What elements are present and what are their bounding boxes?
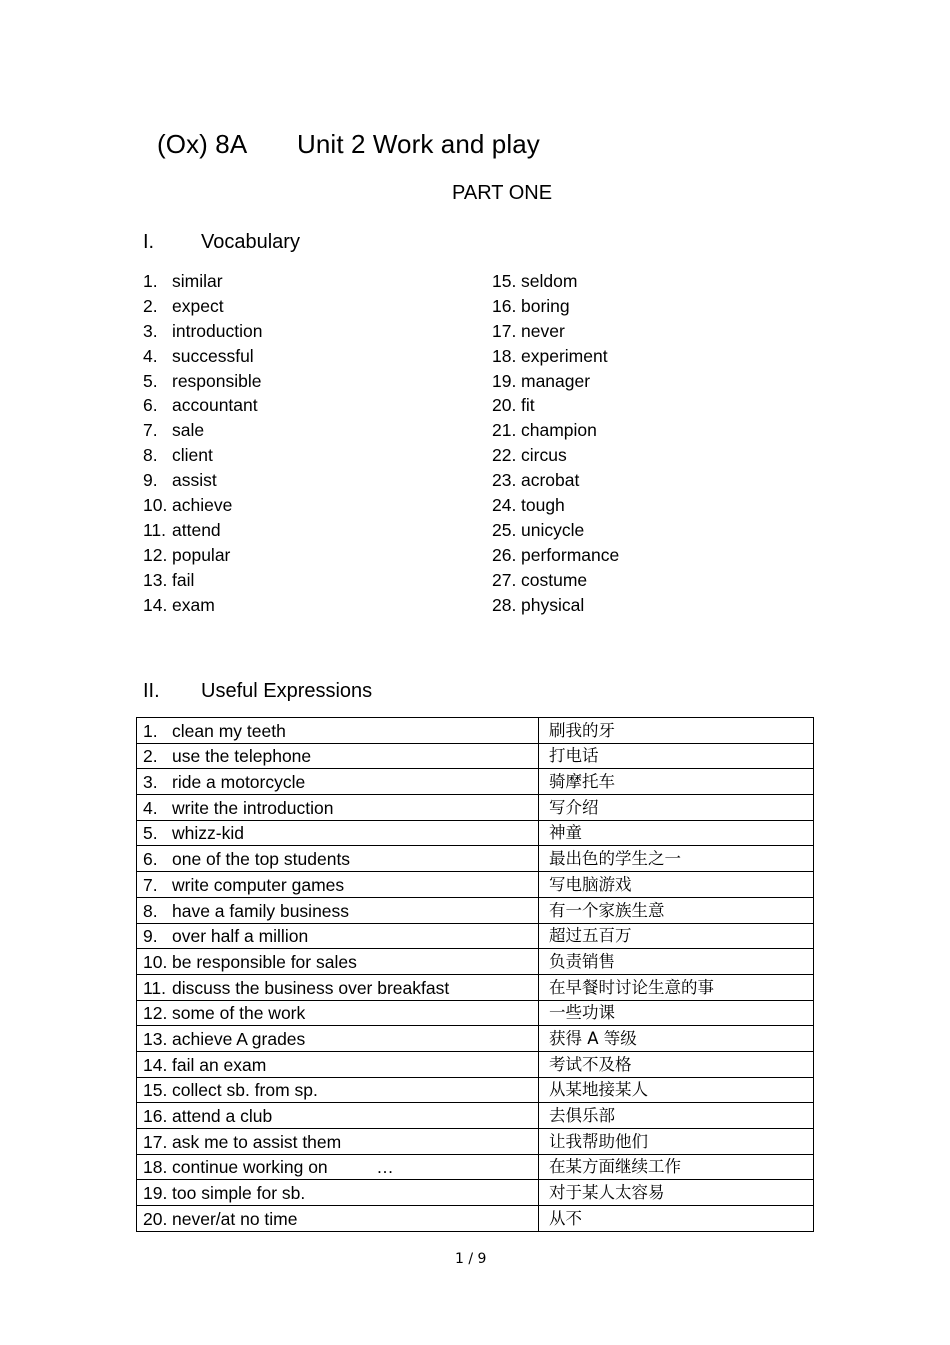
vocabulary-word: accountant: [172, 395, 258, 416]
table-row: [137, 820, 814, 846]
row-number: 13.: [143, 1028, 168, 1049]
vocabulary-item: [143, 369, 262, 394]
item-number: 26.: [492, 544, 517, 565]
vocabulary-item: [143, 493, 262, 518]
english-text: fail an exam: [172, 1054, 267, 1075]
item-number: 18.: [492, 345, 517, 366]
vocabulary-item: [143, 269, 262, 294]
vocabulary-word: seldom: [521, 271, 578, 291]
expressions-table: [136, 717, 814, 1232]
expression-english: [137, 1000, 539, 1026]
row-number: 17.: [143, 1131, 168, 1152]
item-number: 12.: [143, 544, 168, 565]
vocabulary-item: [492, 369, 619, 394]
expression-english: [137, 1154, 539, 1180]
item-number: 25.: [492, 519, 517, 540]
expression-chinese: 在早餐时讨论生意的事: [539, 974, 814, 1000]
expression-chinese: 打电话: [539, 743, 814, 769]
table-row: [137, 795, 814, 821]
vocabulary-word: sale: [172, 420, 205, 441]
vocabulary-word: never: [521, 320, 565, 341]
vocabulary-word: physical: [521, 594, 585, 615]
row-number: 6.: [143, 849, 158, 870]
table-row: [137, 718, 814, 744]
table-row: [137, 923, 814, 949]
vocabulary-word: unicycle: [521, 519, 585, 540]
vocabulary-item: [143, 568, 262, 593]
section-title: Vocabulary: [201, 231, 300, 253]
expression-chinese: 超过五百万: [539, 923, 814, 949]
item-number: 13.: [143, 569, 168, 590]
item-number: 11.: [143, 519, 167, 540]
item-number: 24.: [492, 495, 517, 516]
item-number: 17.: [492, 320, 517, 341]
table-row: [137, 1129, 814, 1155]
table-row: [137, 1077, 814, 1103]
english-text: be responsible for sales: [172, 951, 357, 972]
table-row: [137, 1103, 814, 1129]
item-number: 16.: [492, 295, 517, 316]
vocabulary-word: popular: [172, 544, 231, 565]
expression-english: [137, 897, 539, 923]
vocabulary-item: [492, 518, 619, 543]
vocabulary-item: [143, 593, 262, 618]
expression-chinese: 一些功课: [539, 1000, 814, 1026]
item-number: 10.: [143, 495, 168, 516]
row-number: 10.: [143, 951, 168, 972]
vocabulary-word: acrobat: [521, 470, 580, 491]
vocabulary-word: circus: [521, 445, 567, 466]
course-code: (Ox) 8A: [157, 129, 248, 159]
english-text: over half a million: [172, 926, 309, 947]
expression-english: [137, 1077, 539, 1103]
vocabulary-word: achieve: [172, 495, 233, 516]
english-text: write the introduction: [172, 797, 334, 818]
english-text: ride a motorcycle: [172, 772, 306, 793]
row-number: 1.: [143, 720, 158, 741]
table-row: [137, 769, 814, 795]
table-row: [137, 1180, 814, 1206]
vocabulary-item: [492, 319, 619, 344]
english-text: attend a club: [172, 1106, 273, 1126]
vocabulary-word: fit: [521, 395, 535, 416]
table-row: [137, 872, 814, 898]
item-number: 19.: [492, 370, 517, 391]
expression-english: [137, 872, 539, 898]
english-text: use the telephone: [172, 746, 312, 767]
expression-english: [137, 820, 539, 846]
english-text: discuss the business over breakfast: [172, 977, 450, 998]
vocabulary-word: successful: [172, 345, 254, 366]
english-text: have a family business: [172, 900, 350, 921]
english-text: collect sb. from sp.: [172, 1080, 318, 1101]
expression-english: [137, 1129, 539, 1155]
vocabulary-word: costume: [521, 569, 588, 590]
row-number: 4.: [143, 797, 158, 818]
vocabulary-word: exam: [172, 594, 215, 615]
item-number: 2.: [143, 295, 158, 316]
item-number: 23.: [492, 470, 517, 491]
expressions-heading: [143, 680, 372, 703]
expression-chinese: 写介绍: [539, 795, 814, 821]
vocabulary-item: [143, 418, 262, 443]
english-text: never/at no time: [172, 1208, 298, 1229]
item-number: 7.: [143, 420, 158, 441]
table-row: [137, 974, 814, 1000]
row-number: 2.: [143, 746, 158, 767]
expression-chinese: 神童: [539, 820, 814, 846]
vocabulary-word: manager: [521, 370, 591, 391]
expression-english: [137, 718, 539, 744]
expression-chinese: 骑摩托车: [539, 769, 814, 795]
expression-english: [137, 769, 539, 795]
vocabulary-item: [143, 518, 262, 543]
expression-chinese: 对于某人太容易: [539, 1180, 814, 1206]
table-row: [137, 1206, 814, 1232]
english-text: continue working on …: [172, 1157, 394, 1178]
vocabulary-item: [143, 319, 262, 344]
expression-english: [137, 743, 539, 769]
vocabulary-word: similar: [172, 271, 223, 291]
page-number: 1 / 9: [455, 1251, 487, 1267]
item-number: 9.: [143, 470, 158, 491]
row-number: 15.: [143, 1080, 168, 1101]
vocabulary-item: [143, 393, 262, 418]
expression-chinese: 负责销售: [539, 949, 814, 975]
vocabulary-list-left: [143, 269, 262, 617]
row-number: 18.: [143, 1157, 168, 1178]
vocabulary-item: [143, 468, 262, 493]
vocabulary-item: [492, 543, 619, 568]
table-row: [137, 1154, 814, 1180]
row-number: 5.: [143, 823, 158, 844]
expression-chinese: 在某方面继续工作: [539, 1154, 814, 1180]
expression-english: [137, 1206, 539, 1232]
english-text: some of the work: [172, 1003, 306, 1024]
vocabulary-word: performance: [521, 544, 620, 565]
row-number: 12.: [143, 1003, 168, 1024]
expression-chinese: 最出色的学生之一: [539, 846, 814, 872]
english-text: whizz-kid: [172, 823, 244, 844]
document-title: [157, 129, 540, 160]
item-number: 27.: [492, 569, 517, 590]
english-text: one of the top students: [172, 849, 351, 870]
expression-chinese: 考试不及格: [539, 1051, 814, 1077]
item-number: 14.: [143, 594, 168, 615]
english-text: clean my teeth: [172, 720, 286, 741]
vocabulary-item: [492, 294, 619, 319]
item-number: 3.: [143, 320, 158, 341]
vocabulary-item: [492, 418, 619, 443]
vocabulary-item: [143, 294, 262, 319]
expression-english: [137, 923, 539, 949]
table-row: [137, 949, 814, 975]
vocabulary-item: [143, 543, 262, 568]
vocabulary-item: [143, 443, 262, 468]
vocabulary-item: [492, 269, 619, 294]
vocabulary-word: assist: [172, 470, 217, 491]
table-row: [137, 1026, 814, 1052]
vocabulary-word: tough: [521, 495, 565, 516]
vocabulary-word: champion: [521, 420, 597, 441]
vocabulary-word: experiment: [521, 345, 608, 366]
item-number: 20.: [492, 395, 517, 416]
vocabulary-item: [492, 344, 619, 369]
row-number: 7.: [143, 874, 158, 895]
vocabulary-word: expect: [172, 295, 224, 316]
english-text: too simple for sb.: [172, 1183, 306, 1204]
table-row: [137, 897, 814, 923]
vocabulary-item: [492, 468, 619, 493]
english-text: ask me to assist them: [172, 1131, 342, 1152]
expression-chinese: 写电脑游戏: [539, 872, 814, 898]
vocabulary-item: [492, 443, 619, 468]
row-number: 9.: [143, 926, 158, 947]
expression-english: [137, 1103, 539, 1129]
vocabulary-word: attend: [172, 519, 221, 540]
english-text: achieve A grades: [172, 1028, 306, 1049]
expression-chinese: 获得 A 等级: [539, 1026, 814, 1052]
row-number: 3.: [143, 772, 158, 793]
table-row: [137, 1000, 814, 1026]
english-text: write computer games: [172, 874, 345, 895]
vocabulary-item: [143, 344, 262, 369]
vocabulary-word: boring: [521, 295, 570, 316]
section-title: Useful Expressions: [201, 680, 373, 702]
expression-chinese: 刷我的牙: [539, 718, 814, 744]
table-row: [137, 743, 814, 769]
vocabulary-word: responsible: [172, 370, 262, 391]
expression-chinese: 有一个家族生意: [539, 897, 814, 923]
expression-chinese: 从某地接某人: [539, 1077, 814, 1103]
row-number: 20.: [143, 1208, 168, 1229]
vocabulary-word: fail: [172, 569, 195, 590]
table-row: [137, 1051, 814, 1077]
unit-title: Unit 2 Work and play: [297, 129, 540, 159]
expression-english: [137, 974, 539, 1000]
item-number: 28.: [492, 594, 517, 615]
vocabulary-heading: [143, 231, 300, 254]
item-number: 21.: [492, 420, 517, 441]
part-heading: PART ONE: [452, 182, 553, 204]
row-number: 8.: [143, 900, 158, 921]
table-row: [137, 846, 814, 872]
expression-chinese: 从不: [539, 1206, 814, 1232]
expression-english: [137, 1051, 539, 1077]
row-number: 19.: [143, 1183, 168, 1204]
expression-english: [137, 949, 539, 975]
row-number: 16.: [143, 1106, 168, 1126]
expression-chinese: 让我帮助他们: [539, 1129, 814, 1155]
item-number: 5.: [143, 370, 158, 391]
section-number: I.: [143, 231, 155, 253]
vocabulary-word: introduction: [172, 320, 263, 341]
row-number: 14.: [143, 1054, 168, 1075]
item-number: 8.: [143, 445, 158, 466]
vocabulary-word: client: [172, 445, 213, 466]
item-number: 4.: [143, 345, 158, 366]
vocabulary-item: [492, 593, 619, 618]
item-number: 22.: [492, 445, 517, 466]
vocabulary-list-right: [492, 269, 619, 617]
item-number: 6.: [143, 395, 158, 416]
expression-english: [137, 1026, 539, 1052]
item-number: 15.: [492, 271, 517, 291]
row-number: 11.: [143, 977, 167, 998]
expression-english: [137, 846, 539, 872]
vocabulary-item: [492, 393, 619, 418]
vocabulary-item: [492, 568, 619, 593]
section-number: II.: [143, 680, 160, 702]
expression-english: [137, 795, 539, 821]
expression-chinese: 去俱乐部: [539, 1103, 814, 1129]
expression-english: [137, 1180, 539, 1206]
vocabulary-item: [492, 493, 619, 518]
item-number: 1.: [143, 271, 158, 291]
